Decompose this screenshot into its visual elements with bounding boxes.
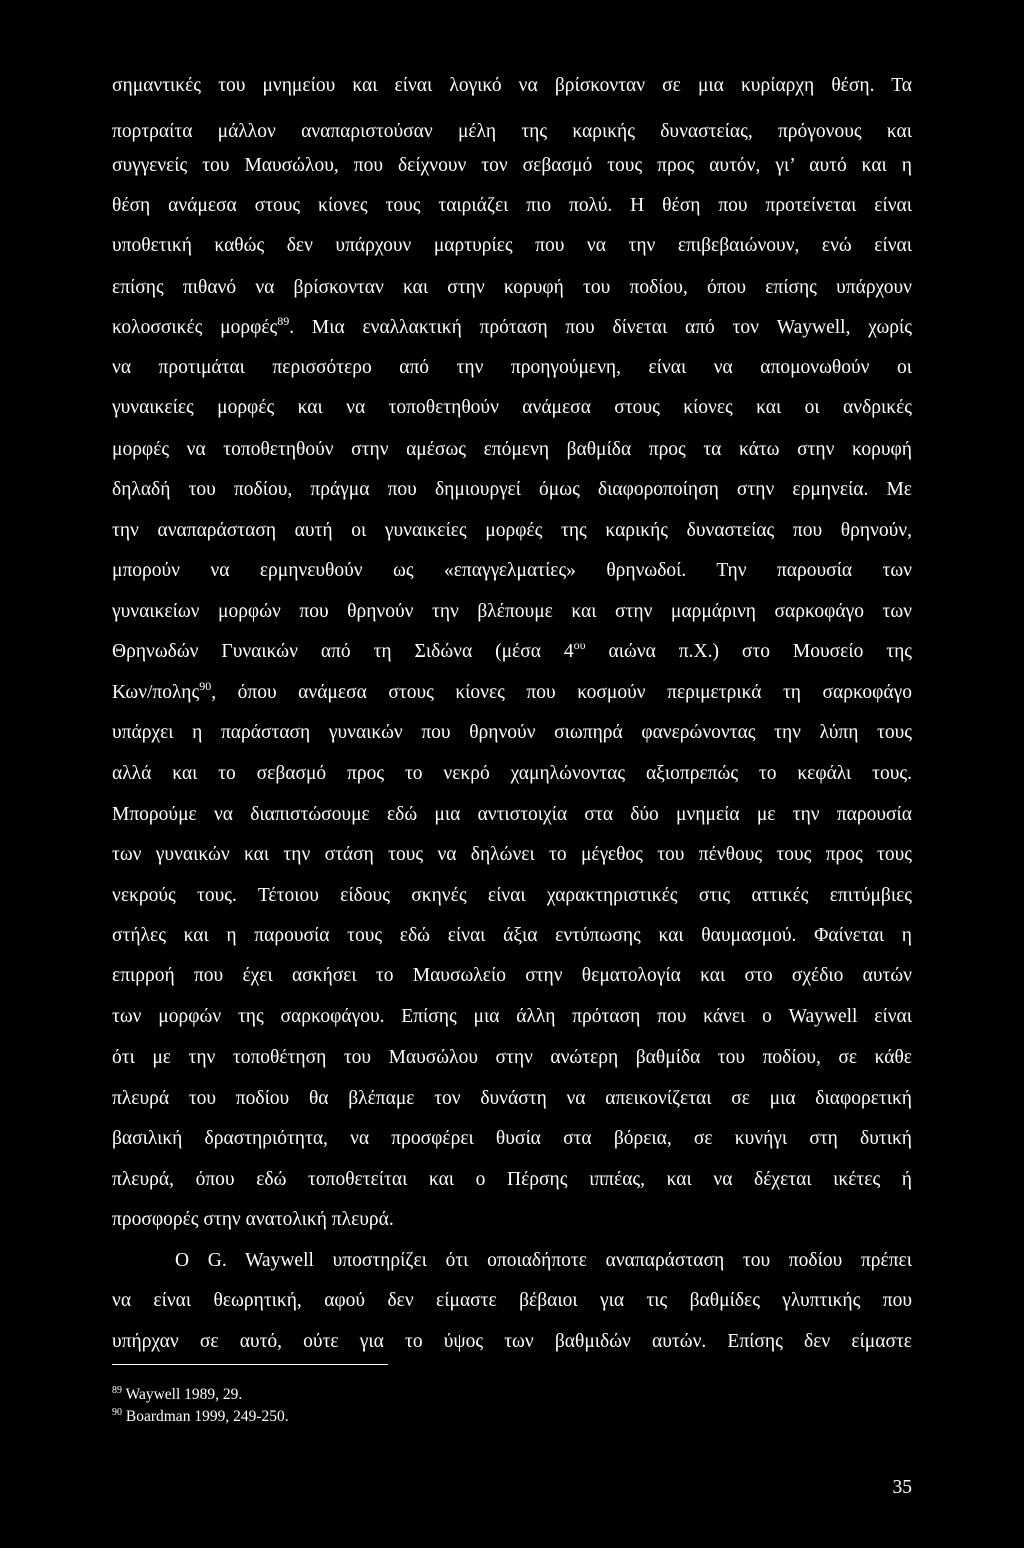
- text-line-15: [112, 640, 912, 664]
- footnote-text: Boardman 1999, 249-250.: [122, 1408, 289, 1425]
- text-line-22: στήλες και η παρουσία τους εδώ είναι άξια εντύπωσης και θαυμασμού. Φαίνεται η: [112, 925, 912, 946]
- footnote-reference-89: 89: [277, 314, 290, 328]
- text-line-6: επίσης πιθανό να βρίσκονταν και στην κορυφή του ποδίου, όπου επίσης υπάρχουν: [112, 277, 912, 298]
- text-line-19: Μπορούμε να διαπιστώσουμε εδώ μια αντιστοιχία στα δύο μνημεία με την παρουσία: [112, 804, 912, 825]
- text-line-17: υπάρχει η παράσταση γυναικών που θρηνούν σιωπηρά φανερώνοντας την λύπη τους: [112, 722, 912, 743]
- text-line-27: βασιλική δραστηριότητα, να προσφέρει θυσία στα βόρεια, σε κυνήγι στη δυτική: [112, 1128, 912, 1149]
- footnote-number: 89: [112, 1385, 122, 1396]
- text-line-16: [112, 681, 912, 705]
- text-line-26: πλευρά του ποδίου θα βλέπαμε τον δυνάστη να απεικονίζεται σε μια διαφορετική: [112, 1088, 912, 1109]
- footnote-reference-90: 90: [199, 679, 212, 693]
- text-line-10: μορφές να τοποθετηθούν στην αμέσως επόμενη βαθμίδα προς τα κάτω στην κορυφή: [112, 439, 912, 460]
- text-line-9: γυναικείες μορφές και να τοποθετηθούν ανάμεσα στους κίονες και οι ανδρικές: [112, 397, 912, 418]
- footnote-separator: [112, 1364, 388, 1365]
- text-segment: Κων/πολης: [112, 682, 200, 703]
- text-line-28: πλευρά, όπου εδώ τοποθετείται και ο Πέρσης ιππέας, και να δέχεται ικέτες ή: [112, 1169, 912, 1190]
- footnote-number: 90: [112, 1407, 122, 1418]
- text-line-30: Ο G. Waywell υποστηρίζει ότι οποιαδήποτε αναπαράσταση του ποδίου πρέπει: [175, 1250, 912, 1271]
- text-segment: αιώνα π.Χ.) στο Μουσείο της: [585, 641, 913, 662]
- footnote-90: [112, 1408, 289, 1426]
- text-line-18: αλλά και το σεβασμό προς το νεκρό χαμηλώνοντας αξιοπρεπώς το κεφάλι τους.: [112, 763, 912, 784]
- text-segment: , όπου ανάμεσα στους κίονες που κοσμούν περιμετρικά τη σαρκοφάγο: [211, 682, 912, 703]
- text-line-4: θέση ανάμεσα στους κίονες τους ταιριάζει πιο πολύ. Η θέση που προτείνεται είναι: [112, 195, 912, 216]
- text-line-3: συγγενείς του Μαυσώλου, που δείχνουν τον σεβασμό τους προς αυτόν, γι’ αυτό και η: [112, 155, 912, 176]
- text-line-7: [112, 316, 912, 340]
- text-segment: Θρηνωδών Γυναικών από τη Σιδώνα (μέσα 4: [112, 641, 574, 662]
- text-line-5: υποθετική καθώς δεν υπάρχουν μαρτυρίες που να την επιβεβαιώνουν, ενώ είναι: [112, 235, 912, 256]
- text-line-14: γυναικείων μορφών που θρηνούν την βλέπουμε και στην μαρμάρινη σαρκοφάγο των: [112, 601, 912, 622]
- text-line-20: των γυναικών και την στάση τους να δηλώνει το μέγεθος του πένθους τους προς τους: [112, 844, 912, 865]
- text-line-23: επιρροή που έχει ασκήσει το Μαυσωλείο στην θεματολογία και στο σχέδιο αυτών: [112, 965, 912, 986]
- text-line-21: νεκρούς τους. Τέτοιου είδους σκηνές είναι χαρακτηριστικές στις αττικές επιτύμβιες: [112, 885, 912, 906]
- superscript-ordinal: ου: [573, 638, 586, 652]
- text-line-24: των μορφών της σαρκοφάγου. Επίσης μια άλλη πρόταση που κάνει ο Waywell είναι: [112, 1006, 912, 1027]
- page-number: 35: [892, 1477, 912, 1498]
- text-line-8: να προτιμάται περισσότερο από την προηγούμενη, είναι να απομονωθούν οι: [112, 357, 912, 378]
- text-line-13: μπορούν να ερμηνευθούν ως «επαγγελματίες» θρηνωδοί. Την παρουσία των: [112, 560, 912, 581]
- text-line-2: πορτραίτα μάλλον αναπαριστούσαν μέλη της καρικής δυναστείας, πρόγονους και: [112, 121, 912, 142]
- text-line-12: την αναπαράσταση αυτή οι γυναικείες μορφές της καρικής δυναστείας που θρηνούν,: [112, 520, 912, 541]
- text-line-25: ότι με την τοποθέτηση του Μαυσώλου στην ανώτερη βαθμίδα του ποδίου, σε κάθε: [112, 1047, 912, 1068]
- text-line-32: υπήρχαν σε αυτό, ούτε για το ύψος των βαθμιδών αυτών. Επίσης δεν είμαστε: [112, 1331, 912, 1352]
- text-segment: . Μια εναλλακτική πρόταση που δίνεται από τον Waywell, χωρίς: [289, 317, 912, 338]
- text-segment: κολοσσικές μορφές: [112, 317, 278, 338]
- text-line-1: σημαντικές του μνημείου και είναι λογικό να βρίσκονταν σε μια κυρίαρχη θέση. Τα: [112, 75, 912, 96]
- footnote-89: [112, 1386, 242, 1404]
- text-line-11: δηλαδή του ποδίου, πράγμα που δημιουργεί όμως διαφοροποίηση στην ερμηνεία. Με: [112, 479, 912, 500]
- text-line-31: να είναι θεωρητική, αφού δεν είμαστε βέβαιοι για τις βαθμίδες γλυπτικής που: [112, 1290, 912, 1311]
- text-line-29: προσφορές στην ανατολική πλευρά.: [112, 1209, 394, 1230]
- footnote-text: Waywell 1989, 29.: [122, 1386, 243, 1403]
